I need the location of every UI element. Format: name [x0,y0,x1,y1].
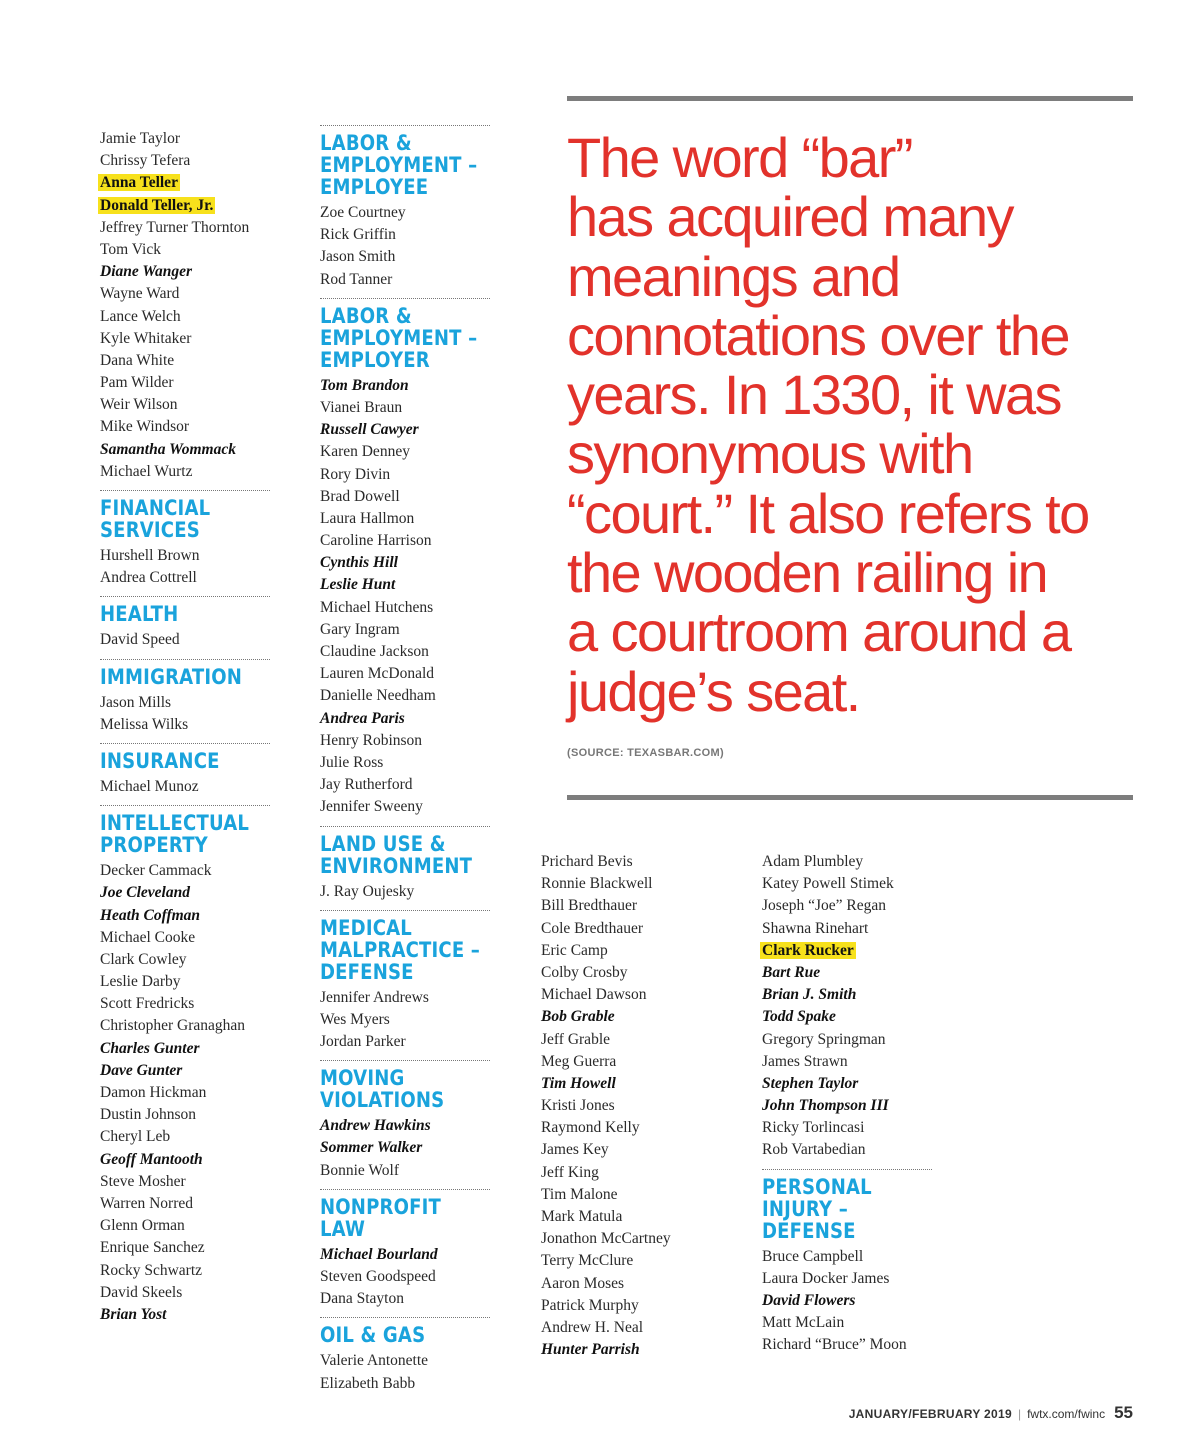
featured-name: Michael Bourland [320,1245,438,1263]
featured-name: Sommer Walker [320,1139,423,1157]
featured-name: Tom Brandon [320,376,409,394]
featured-name: Hunter Parrish [541,1341,640,1359]
attorney-name: Jeff King [541,1163,599,1181]
attorney-name: Hurshell Brown [100,547,200,564]
featured-name: Cynthis Hill [320,554,398,572]
attorney-name: David Speed [100,631,180,649]
attorney-name: Jordan Parker [320,1033,406,1051]
attorney-name: Jason Mills [100,693,172,711]
attorney-name: Cole Bredthauer [541,919,644,937]
attorney-name: Lance Welch [100,307,181,325]
attorney-name: Lauren McDonald [320,665,435,683]
attorney-name: Michael Cooke [100,928,196,946]
attorney-name: Joseph “Joe” Regan [762,897,886,915]
section-divider [100,743,270,744]
attorney-name: Mike Windsor [100,418,190,436]
attorney-name: Dana Stayton [320,1290,404,1308]
section-divider [762,1169,932,1170]
attorney-name: David Skeels [100,1283,183,1301]
featured-name: Stephen Taylor [762,1074,859,1092]
featured-name: David Flowers [762,1292,856,1309]
featured-name: Brian Yost [100,1305,167,1323]
section-divider [100,490,270,491]
attorney-name: Gregory Springman [762,1030,886,1048]
attorney-name: Valerie Antonette [320,1352,429,1370]
page-footer [849,1403,1133,1423]
section-heading: OIL & GAS [320,1323,426,1348]
featured-name: Dave Gunter [100,1061,183,1079]
featured-name: Bob Grable [541,1008,615,1026]
attorney-name: Tim Malone [541,1185,618,1203]
featured-name: Andrea Paris [320,709,405,727]
featured-name: Todd Spake [762,1008,836,1026]
featured-name: Diane Wanger [100,263,193,281]
attorney-name: Laura Docker James [762,1269,890,1287]
attorney-name: Ricky Torlincasi [762,1119,865,1137]
attorney-name: Clark Cowley [100,950,187,968]
attorney-name: Raymond Kelly [541,1119,640,1137]
attorney-name: James Strawn [762,1052,848,1070]
highlighted-name-text: Clark Rucker [762,941,854,959]
quote-source: (SOURCE: TEXASBAR.COM) [567,747,724,759]
section-heading: MOVING VIOLATIONS [320,1066,445,1113]
section-heading: IMMIGRATION [100,664,243,689]
attorney-name: Warren Norred [100,1194,193,1212]
attorney-name: Eric Camp [541,941,608,959]
attorney-name: Colby Crosby [541,963,628,981]
attorney-name: Chrissy Tefera [100,152,191,170]
attorney-name: Glenn Orman [100,1217,185,1235]
attorney-name: Julie Ross [320,753,384,771]
attorney-name: Claudine Jackson [320,643,429,660]
featured-name: John Thompson III [762,1097,889,1115]
attorney-name: Elizabeth Babb [320,1374,416,1392]
attorney-name: James Key [541,1141,609,1159]
highlighted-name [100,195,300,217]
featured-name: Brian J. Smith [762,986,857,1004]
attorney-name: Andrew H. Neal [541,1318,644,1336]
attorney-name: Richard “Bruce” Moon [762,1336,907,1354]
section-divider [320,1060,490,1061]
attorney-name: Kyle Whitaker [100,329,192,347]
attorney-name: Jeffrey Turner Thornton [100,218,250,236]
attorney-name: Bill Bredthauer [541,897,637,915]
attorney-name: Pam Wilder [100,374,174,392]
attorney-name: Dana White [100,351,175,369]
attorney-name: Terry McClure [541,1252,634,1270]
attorney-name: Dustin Johnson [100,1106,197,1124]
section-divider [320,826,490,827]
featured-name: Charles Gunter [100,1039,200,1057]
attorney-name: Bruce Campbell [762,1247,864,1265]
attorney-name: Michael Wurtz [100,462,193,480]
section-divider [100,596,270,597]
section-heading: PERSONAL INJURY – DEFENSE [762,1174,872,1243]
attorney-name: Andrea Cottrell [100,569,197,587]
attorney-name: Adam Plumbley [762,853,864,870]
featured-name: Russell Cawyer [320,421,419,439]
section-heading: NONPROFIT LAW [320,1194,442,1241]
attorney-name: Patrick Murphy [541,1296,639,1314]
quote-top-rule [567,96,1133,101]
attorney-name: Laura Hallmon [320,509,415,527]
column-4 [762,851,962,1357]
attorney-name: Matt McLain [762,1314,845,1332]
attorney-name: Scott Fredricks [100,995,195,1013]
attorney-name: Jamie Taylor [100,130,180,147]
pull-quote: The word “bar” has acquired many meanings and connotations over the years. In 1330, it was synonymous with “court.” It also refers to the wooden railing in a courtroom around a judge’s seat. [567,126,1089,723]
quote-bottom-rule [567,795,1133,800]
section-divider [320,910,490,911]
attorney-name: Aaron Moses [541,1274,625,1292]
column-1 [100,128,300,1326]
section-divider [320,298,490,299]
column-2 [320,118,520,1395]
column-3 [541,851,741,1361]
attorney-name: Cheryl Leb [100,1128,171,1146]
attorney-name: Katey Powell Stimek [762,875,894,893]
attorney-name: Rory Divin [320,465,391,483]
attorney-name: Jonathon McCartney [541,1230,671,1248]
attorney-name: Melissa Wilks [100,715,189,733]
attorney-name: Henry Robinson [320,731,423,749]
attorney-name: Wayne Ward [100,285,180,303]
featured-name: Geoff Mantooth [100,1150,203,1168]
attorney-name: Mark Matula [541,1208,623,1225]
highlighted-name [100,172,300,194]
attorney-name: Kristi Jones [541,1097,615,1115]
attorney-name: Christopher Granaghan [100,1017,246,1035]
attorney-name: J. Ray Oujesky [320,882,415,900]
attorney-name: Bonnie Wolf [320,1161,399,1179]
attorney-name: Rick Griffin [320,226,396,244]
attorney-name: Brad Dowell [320,487,400,505]
attorney-name: Gary Ingram [320,620,400,638]
attorney-name: Damon Hickman [100,1084,207,1101]
highlighted-name [762,940,962,962]
attorney-name: Jeff Grable [541,1030,611,1048]
footer-divider: | [1017,1407,1022,1421]
section-heading: LAND USE & ENVIRONMENT [320,831,473,878]
featured-name: Leslie Hunt [320,576,396,594]
attorney-name: Steve Mosher [100,1172,186,1190]
section-divider [320,125,490,126]
featured-name: Heath Coffman [100,906,201,924]
attorney-name: Jennifer Sweeny [320,798,423,816]
attorney-name: Rocky Schwartz [100,1261,203,1279]
attorney-name: Danielle Needham [320,687,436,705]
attorney-name: Michael Hutchens [320,598,434,616]
website-link[interactable]: fwtx.com/fwinc [1027,1407,1106,1421]
featured-name: Tim Howell [541,1074,616,1092]
section-heading: MEDICAL MALPRACTICE – DEFENSE [320,915,481,984]
attorney-name: Jay Rutherford [320,776,413,794]
issue-date: JANUARY/FEBRUARY 2019 [848,1407,1012,1421]
attorney-name: Jennifer Andrews [320,988,429,1006]
section-divider [100,805,270,806]
section-heading: HEALTH [100,602,179,627]
section-divider [100,659,270,660]
section-divider [320,1189,490,1190]
attorney-name: Leslie Darby [100,973,181,991]
attorney-name: Tom Vick [100,240,161,258]
attorney-name: Rob Vartabedian [762,1141,866,1159]
attorney-name: Michael Dawson [541,986,647,1004]
highlighted-name-text: Anna Teller [100,174,178,192]
section-divider [320,1317,490,1318]
featured-name: Joe Cleveland [100,884,190,902]
page-number: 55 [1114,1403,1133,1422]
attorney-name: Weir Wilson [100,396,178,414]
attorney-name: Steven Goodspeed [320,1268,436,1285]
attorney-name: Wes Myers [320,1010,390,1028]
attorney-name: Rod Tanner [320,270,393,288]
section-heading: INSURANCE [100,748,220,773]
attorney-name: Enrique Sanchez [100,1239,205,1257]
attorney-name: Karen Denney [320,443,410,461]
attorney-name: Jason Smith [320,248,396,266]
highlighted-name-text: Donald Teller, Jr. [100,196,214,214]
attorney-name: Michael Munoz [100,777,199,795]
attorney-name: Zoe Courtney [320,204,406,221]
section-heading: LABOR & EMPLOYMENT – EMPLOYEE [320,131,478,199]
section-heading: FINANCIAL SERVICES [100,496,211,542]
featured-name: Andrew Hawkins [320,1117,431,1135]
attorney-name: Vianei Braun [320,398,403,416]
attorney-name: Ronnie Blackwell [541,875,653,893]
section-heading: LABOR & EMPLOYMENT – EMPLOYER [320,303,478,372]
featured-name: Samantha Wommack [100,440,236,458]
attorney-name: Prichard Bevis [541,853,633,870]
attorney-name: Shawna Rinehart [762,919,869,937]
featured-name: Bart Rue [762,963,821,981]
attorney-name: Caroline Harrison [320,532,432,550]
attorney-name: Decker Cammack [100,862,212,880]
attorney-name: Meg Guerra [541,1052,617,1070]
section-heading: INTELLECTUAL PROPERTY [100,811,250,858]
